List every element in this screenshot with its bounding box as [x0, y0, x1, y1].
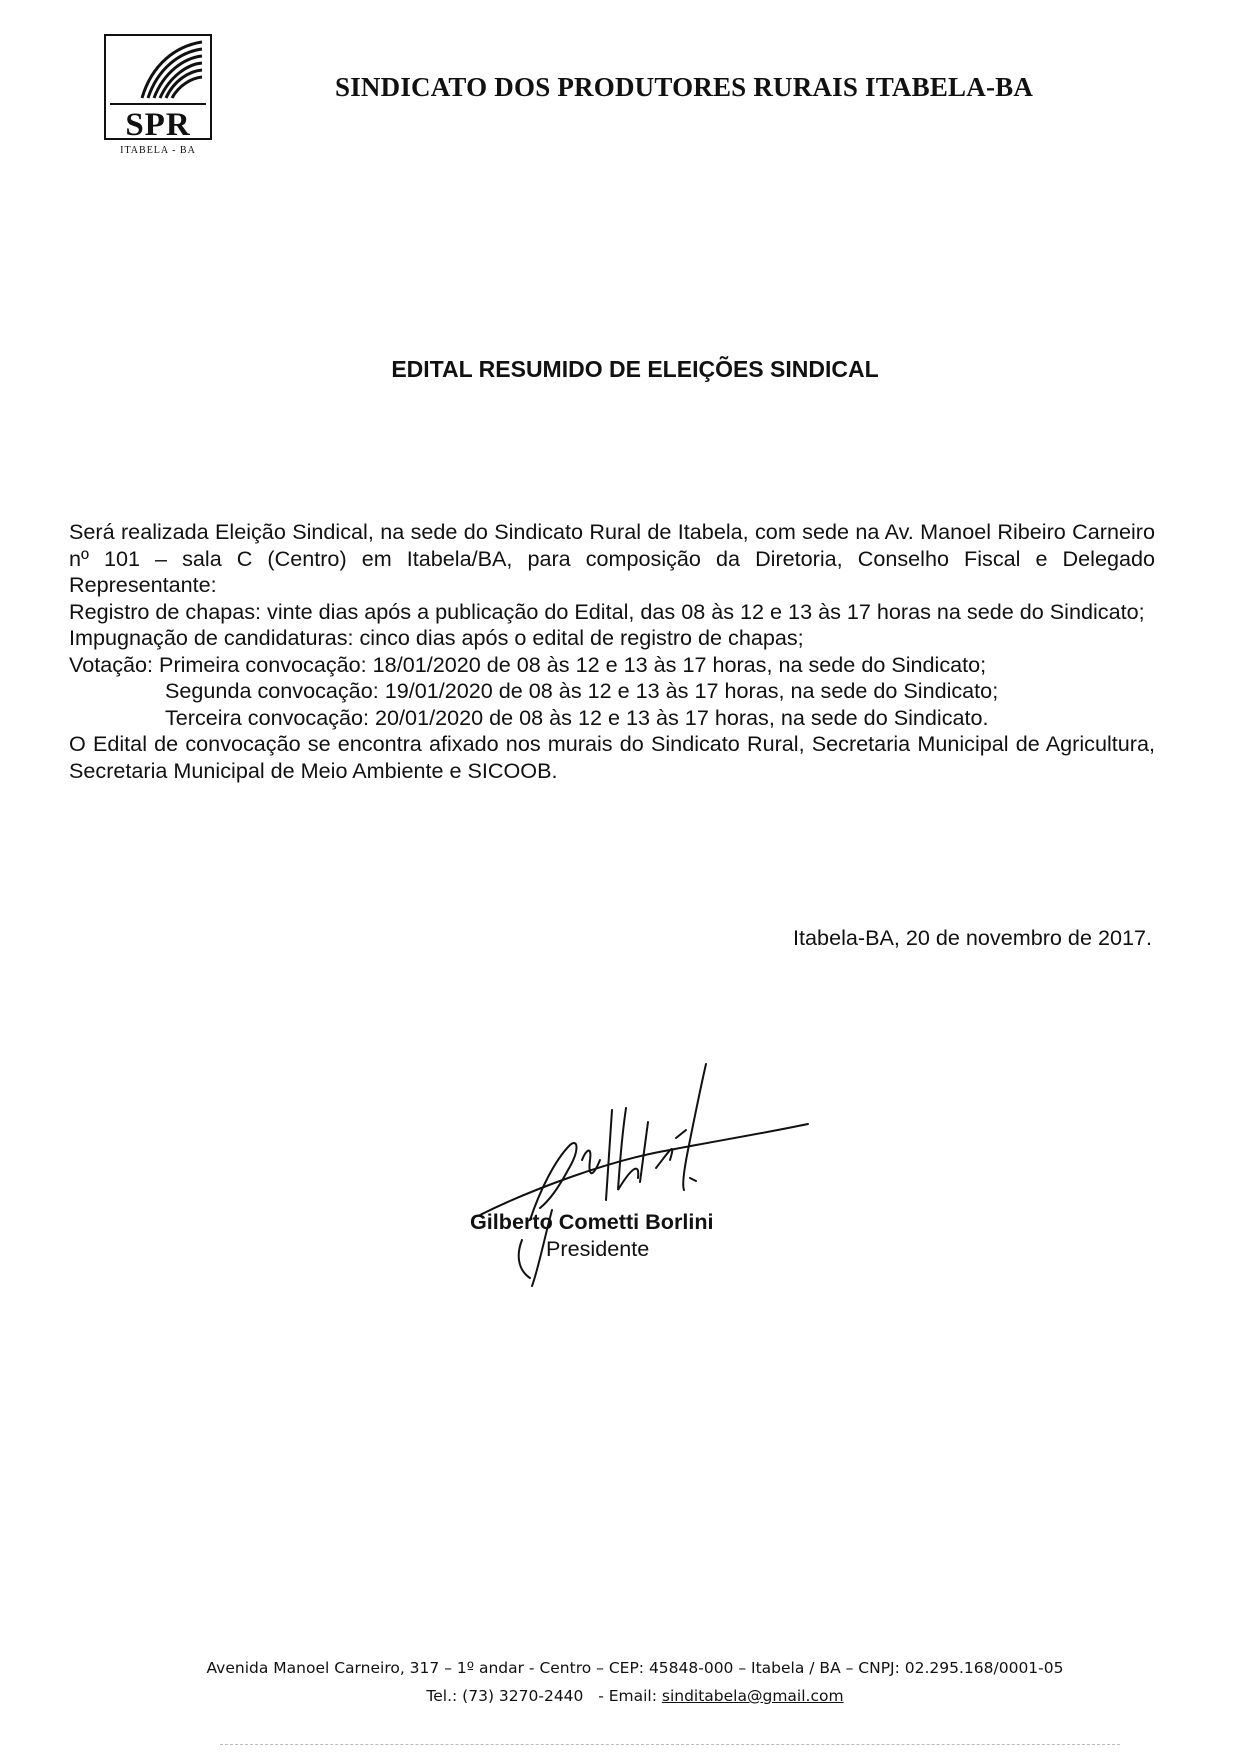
signer-name: Gilberto Cometti Borlini [470, 1209, 714, 1234]
document-title: EDITAL RESUMIDO DE ELEIÇÕES SINDICAL [391, 356, 879, 382]
footer-contact [30, 1682, 1240, 1710]
footer-address: Avenida Manoel Carneiro, 317 – 1º andar - Centro – CEP: 45848-000 – Itabela / BA – CNPJ: 02.295.168/0001-05 [206, 1659, 1064, 1677]
edital-paragraph: O Edital de convocação se encontra afixado nos murais do Sindicato Rural, Secretaria Municipal de Agricultura, Secretaria Municipal de Meio Ambiente e SICOOB. [69, 731, 1155, 783]
intro-paragraph: Será realizada Eleição Sindical, na sede do Sindicato Rural de Itabela, com sede na Av. Manoel Ribeiro Carneiro nº 101 – sala C (Centro) em Itabela/BA, para composição da Diretoria, Conselho Fiscal e Delegado Representante: [69, 519, 1155, 597]
document-body [69, 519, 1155, 784]
footer-divider [220, 1744, 1120, 1745]
logo-subtitle: ITABELA - BA [120, 145, 196, 156]
logo-letters: SPR [125, 107, 191, 140]
place-and-date: Itabela-BA, 20 de novembro de 2017. [793, 925, 1152, 950]
votacao-line-1: Votação: Primeira convocação: 18/01/2020 de 08 às 12 e 13 às 17 horas, na sede do Sindicato; [69, 651, 987, 677]
impugnacao-paragraph: Impugnação de candidaturas: cinco dias após o edital de registro de chapas; [69, 625, 804, 650]
organization-name: SINDICATO DOS PRODUTORES RURAIS ITABELA-BA [335, 72, 1034, 102]
registro-paragraph: Registro de chapas: vinte dias após a publicação do Edital, das 08 às 12 e 13 às 17 horas na sede do Sindicato; [69, 598, 1145, 624]
footer-phone: Tel.: (73) 3270-2440 [426, 1687, 584, 1705]
signer-block [470, 1208, 714, 1262]
signer-role: Presidente [546, 1236, 650, 1261]
votacao-line-3: Terceira convocação: 20/01/2020 de 08 às 12 e 13 às 17 horas, na sede do Sindicato. [165, 704, 989, 730]
footer-email-prefix: - Email: [598, 1687, 657, 1705]
votacao-line-2: Segunda convocação: 19/01/2020 de 08 às 12 e 13 às 17 horas, na sede do Sindicato; [165, 678, 999, 703]
wheat-rays-icon [104, 34, 212, 140]
footer [0, 1654, 1240, 1710]
footer-email-link[interactable]: sinditabela@gmail.com [661, 1687, 844, 1705]
spr-logo [104, 34, 216, 160]
